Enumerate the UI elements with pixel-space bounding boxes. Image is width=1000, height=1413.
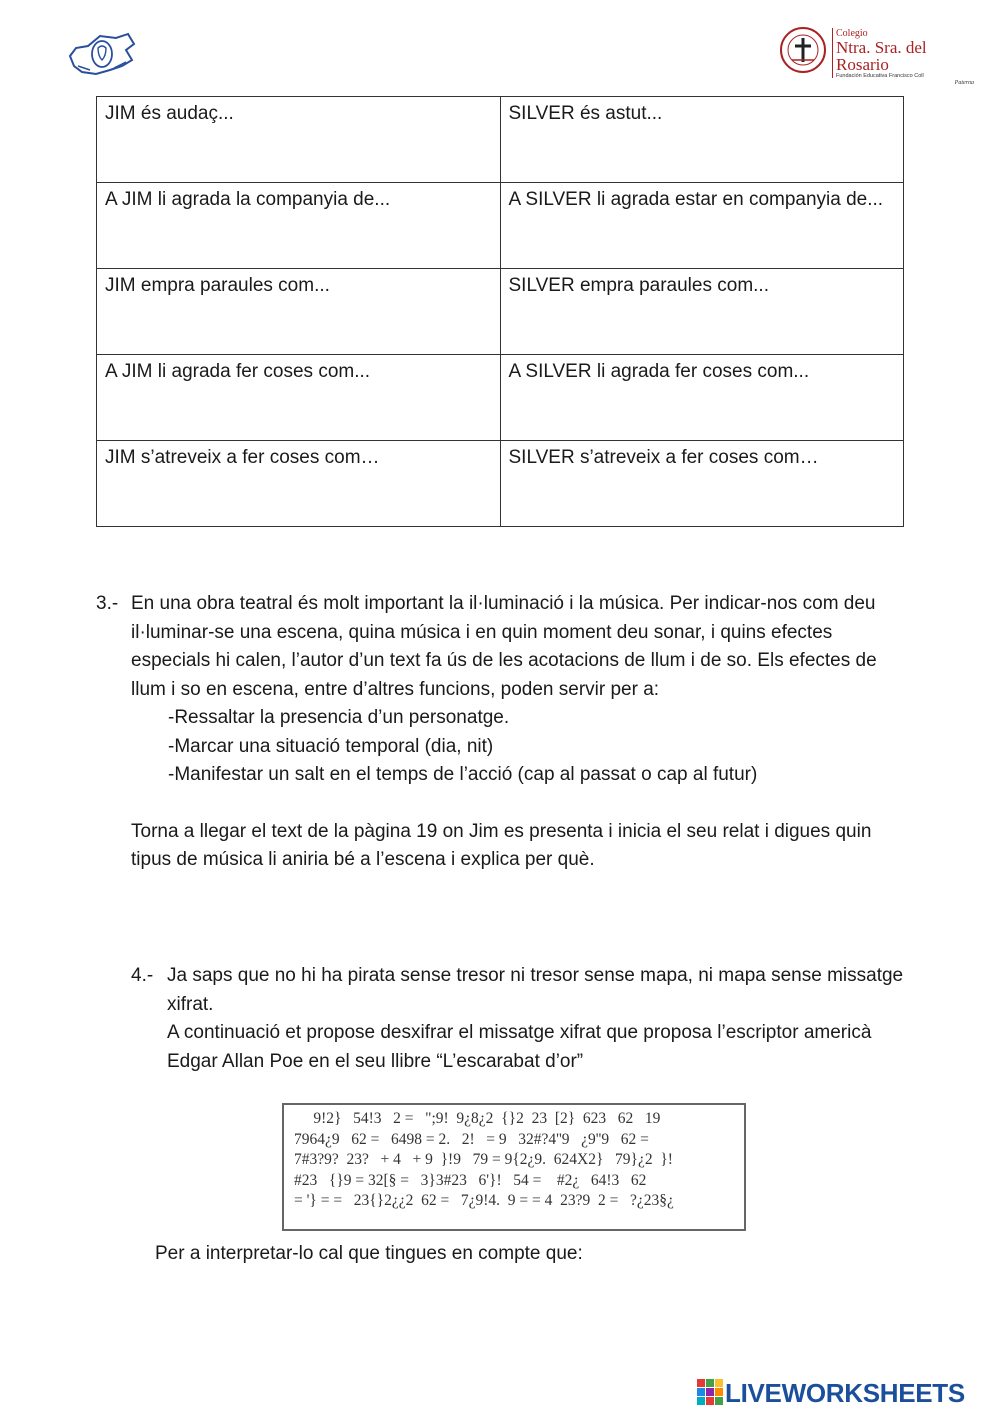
cipher-line: 7#3?9? 23? + 4 + 9 }!9 79 = 9{2¿9. 624X2} 79}¿2 }! (294, 1151, 673, 1168)
liveworksheets-logo-icon (697, 1379, 723, 1407)
jim-cell[interactable]: A JIM li agrada fer coses com... (97, 355, 501, 441)
question-3-text: En una obra teatral és molt important la il·luminació i la música. Per indicar-nos com deu il·luminar-se una escena, quina música i en quin moment deu sonar, i quins efectes especials hi calen, l’autor d’un text fa ús de les acotacions de llum i de so. Els efectes de llum i so en escena, entre d’altres funcions, poden servir per a: (131, 593, 877, 700)
cipher-message (282, 1103, 746, 1231)
jim-cell[interactable]: JIM és audaç... (97, 97, 501, 183)
logo-line-name: Ntra. Sra. del Rosario (836, 38, 927, 74)
jim-cell[interactable]: JIM s’atreveix a fer coses com… (97, 441, 501, 527)
list-item: -Ressaltar la presencia d’un personatge. (168, 707, 510, 728)
question-4-number: 4.- (131, 965, 154, 986)
question-4 (131, 962, 921, 1076)
table-row (97, 269, 904, 355)
cipher-line: 9!2} 54!3 2 = ";9! 9¿8¿2 {}2 23 [2} 623 62 19 (294, 1110, 661, 1127)
jim-silver-table (96, 96, 904, 527)
question-3-task: Torna a llegar el text de la pàgina 19 on Jim es presenta i inicia el seu relat i digues quin tipus de música li aniria bé a l’escena i explica per què. (131, 820, 872, 870)
silver-cell[interactable]: SILVER empra paraules com... (500, 269, 904, 355)
list-item: -Marcar una situació temporal (dia, nit) (168, 735, 494, 757)
table-row (97, 97, 904, 183)
logo-line-foundation: Fundación Educativa Francisco Coll (836, 73, 924, 79)
cipher-line: = '} = = 23{}2¿¿2 62 = 7¿9!4. 9 = = 4 23?9 2 = ?¿23§¿ (294, 1192, 674, 1209)
school-logo (778, 24, 974, 86)
logo-line-colegio: Colegio (836, 28, 868, 39)
school-crest-icon (66, 26, 138, 82)
question-3-number: 3.- (96, 593, 119, 614)
table-row (97, 441, 904, 527)
cipher-line: #23 {}9 = 32[§ = 3}3#23 6'}! 54 = #2¿ 64!3 62 (294, 1171, 647, 1189)
list-item: -Manifestar un salt en el temps de l’acció (cap al passat o cap al futur) (168, 764, 758, 785)
table-row (97, 355, 904, 441)
table-row (97, 183, 904, 269)
logo-line-city: Paterna (954, 80, 974, 86)
question-4-intro: Ja saps que no hi ha pirata sense tresor ni tresor sense mapa, ni mapa sense missatge xifrat. (167, 965, 904, 1015)
cipher-line: 7964¿9 62 = 6498 = 2. 2! = 9 32#?4''9 ¿9''9 62 = (294, 1130, 649, 1148)
interpret-instruction: Per a interpretar-lo cal que tingues en compte que: (155, 1243, 583, 1264)
silver-cell[interactable]: A SILVER li agrada fer coses com... (500, 355, 904, 441)
question-3 (96, 590, 916, 875)
rosary-crest-icon (778, 24, 828, 76)
question-4-instruction: A continuació et propose desxifrar el missatge xifrat que proposa l’escriptor americà Edgar Allan Poe en el seu llibre “L’escarabat d’or” (167, 1022, 872, 1072)
silver-cell[interactable]: SILVER és astut... (500, 97, 904, 183)
jim-cell[interactable]: JIM empra paraules com... (97, 269, 501, 355)
liveworksheets-brand[interactable] (697, 1378, 993, 1408)
silver-cell[interactable]: SILVER s’atreveix a fer coses com… (500, 441, 904, 527)
question-3-bullets (168, 704, 916, 790)
liveworksheets-wordmark: LIVEWORKSHEETS (725, 1378, 965, 1408)
jim-cell[interactable]: A JIM li agrada la companyia de... (97, 183, 501, 269)
silver-cell[interactable]: A SILVER li agrada estar en companyia de... (500, 183, 904, 269)
